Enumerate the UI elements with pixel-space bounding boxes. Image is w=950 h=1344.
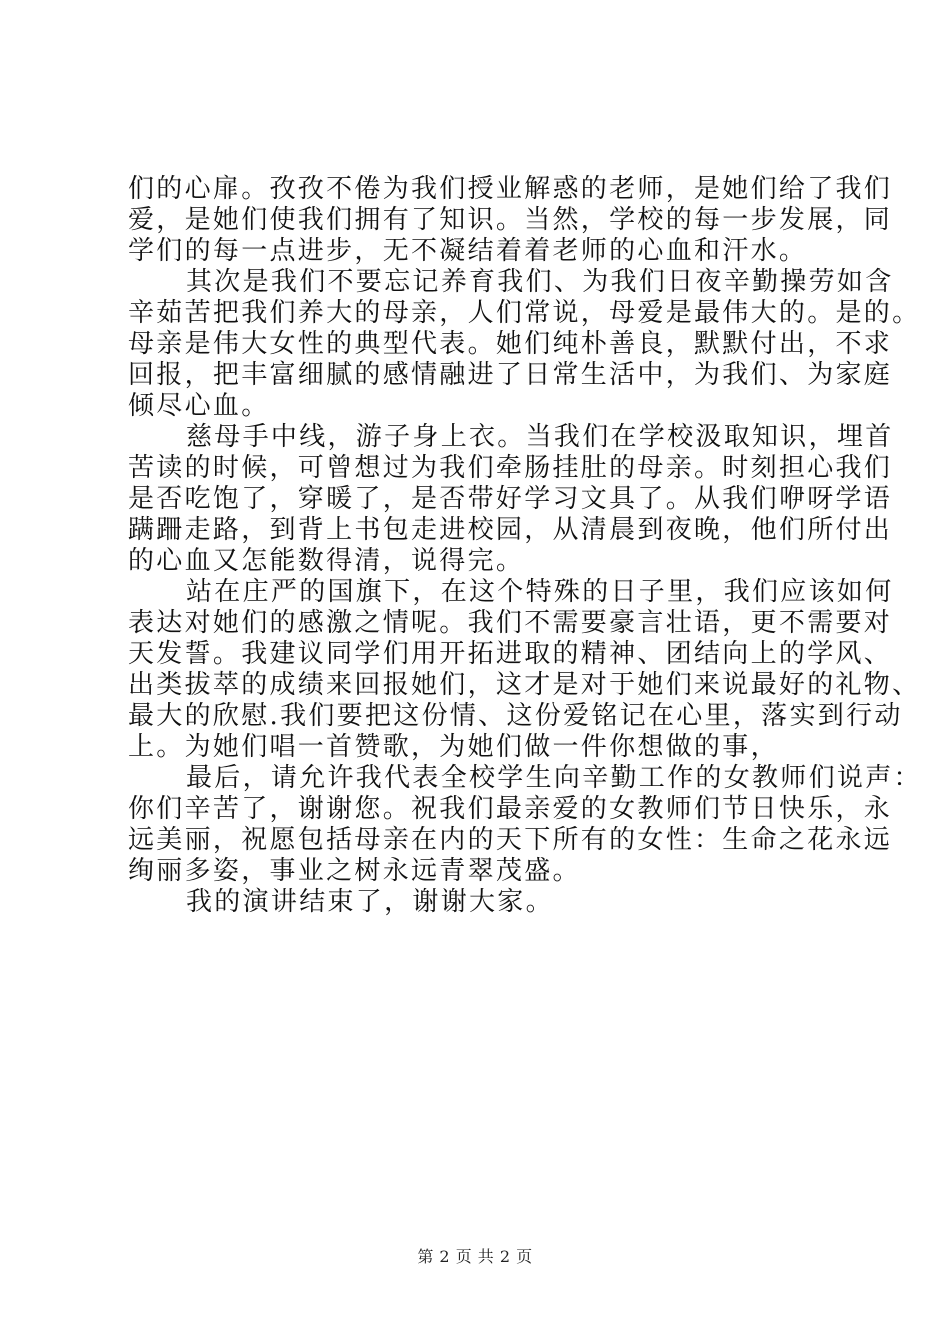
text-line: 天发誓。我建议同学们用开拓进取的精神、团结向上的学风、	[128, 639, 893, 669]
text-line: 辛茹苦把我们养大的母亲，人们常说，母爱是最伟大的。是的。	[128, 298, 921, 328]
text-line: 表达对她们的感激之情呢。我们不需要豪言壮语，更不需要对	[128, 608, 893, 638]
text-line: 我的演讲结束了，谢谢大家。	[186, 887, 554, 917]
text-line: 你们辛苦了，谢谢您。祝我们最亲爱的女教师们节日快乐，永	[128, 794, 893, 824]
text-line: 出类拔萃的成绩来回报她们，这才是对于她们来说最好的礼物、	[128, 670, 921, 700]
document-body	[128, 174, 922, 918]
text-line: 最大的欣慰.我们要把这份情、这份爱铭记在心里，落实到行动	[128, 701, 903, 731]
text-line: 蹒跚走路，到背上书包走进校园，从清晨到夜晚，他们所付出	[128, 515, 893, 545]
text-line: 上。为她们唱一首赞歌，为她们做一件你想做的事，	[128, 732, 779, 762]
text-line: 们的心扉。孜孜不倦为我们授业解惑的老师，是她们给了我们	[128, 174, 893, 204]
text-line: 学们的每一点进步，无不凝结着着老师的心血和汗水。	[128, 236, 808, 266]
text-line: 是否吃饱了，穿暖了，是否带好学习文具了。从我们咿呀学语	[128, 484, 893, 514]
text-line: 倾尽心血。	[128, 391, 270, 421]
text-line: 慈母手中线，游子身上衣。当我们在学校汲取知识，埋首	[186, 422, 894, 452]
page-footer: 第 2 页 共 2 页	[417, 1247, 533, 1266]
text-line: 苦读的时候，可曾想过为我们牵肠挂肚的母亲。时刻担心我们	[128, 453, 893, 483]
text-line: 站在庄严的国旗下，在这个特殊的日子里，我们应该如何	[186, 577, 894, 607]
text-line: 其次是我们不要忘记养育我们、为我们日夜辛勤操劳如含	[186, 267, 894, 297]
text-line: 母亲是伟大女性的典型代表。她们纯朴善良，默默付出，不求	[128, 329, 893, 359]
text-line: 远美丽，祝愿包括母亲在内的天下所有的女性：生命之花永远	[128, 825, 893, 855]
text-line: 回报，把丰富细腻的感情融进了日常生活中，为我们、为家庭	[128, 360, 893, 390]
text-line: 的心血又怎能数得清，说得完。	[128, 546, 525, 576]
text-line: 爱，是她们使我们拥有了知识。当然，学校的每一步发展，同	[128, 205, 893, 235]
text-line: 最后，请允许我代表全校学生向辛勤工作的女教师们说声：	[186, 763, 922, 793]
text-line: 绚丽多姿，事业之树永远青翠茂盛。	[128, 856, 581, 886]
